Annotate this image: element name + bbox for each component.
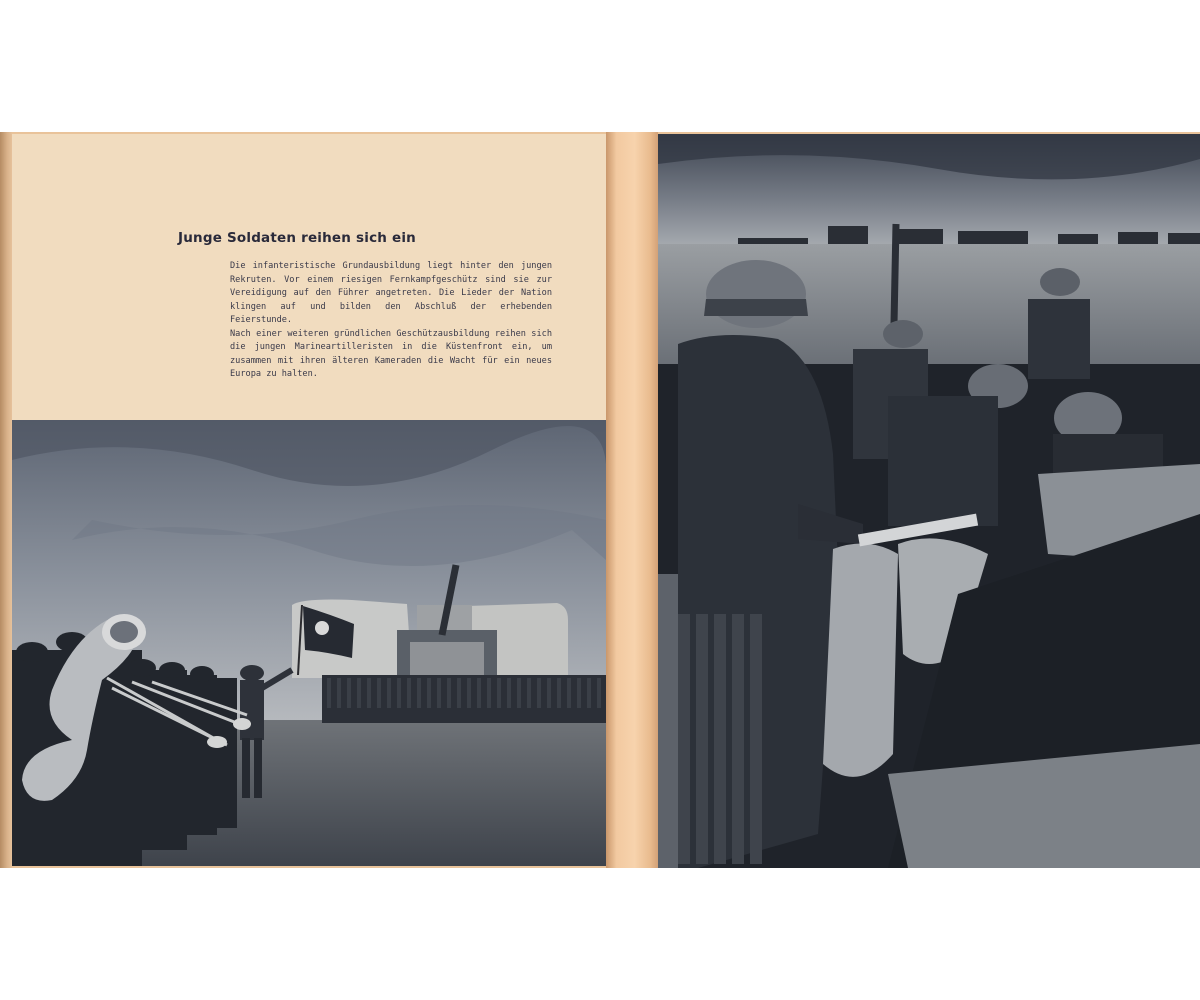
text-block <box>12 134 606 420</box>
body-text <box>230 260 552 382</box>
photo-gun-crew <box>658 134 1200 868</box>
paragraph-1: Die infanteristische Grundausbildung liegt hinter den jungen Rekruten. Vor einem riesigen Fernkampfgeschütz sind sie zur Vereidigung auf den Führer angetreten. Die Lieder der Nation klingen auf und bilden den Abschluß der erhebenden Feierstunde. <box>230 261 552 325</box>
book-spread <box>0 132 1200 868</box>
photo-ceremony <box>12 420 606 866</box>
left-page <box>12 134 606 866</box>
paragraph-2: Nach einer weiteren gründlichen Geschützausbildung reihen sich die jungen Marineartilleristen in die Küstenfront ein, um zusammen mit ihren älteren Kameraden die Wacht für ein neues Europa zu halten. <box>230 328 552 379</box>
book-edge <box>0 132 12 868</box>
book-gutter <box>606 132 658 868</box>
headline: Junge Soldaten reihen sich ein <box>178 230 416 246</box>
